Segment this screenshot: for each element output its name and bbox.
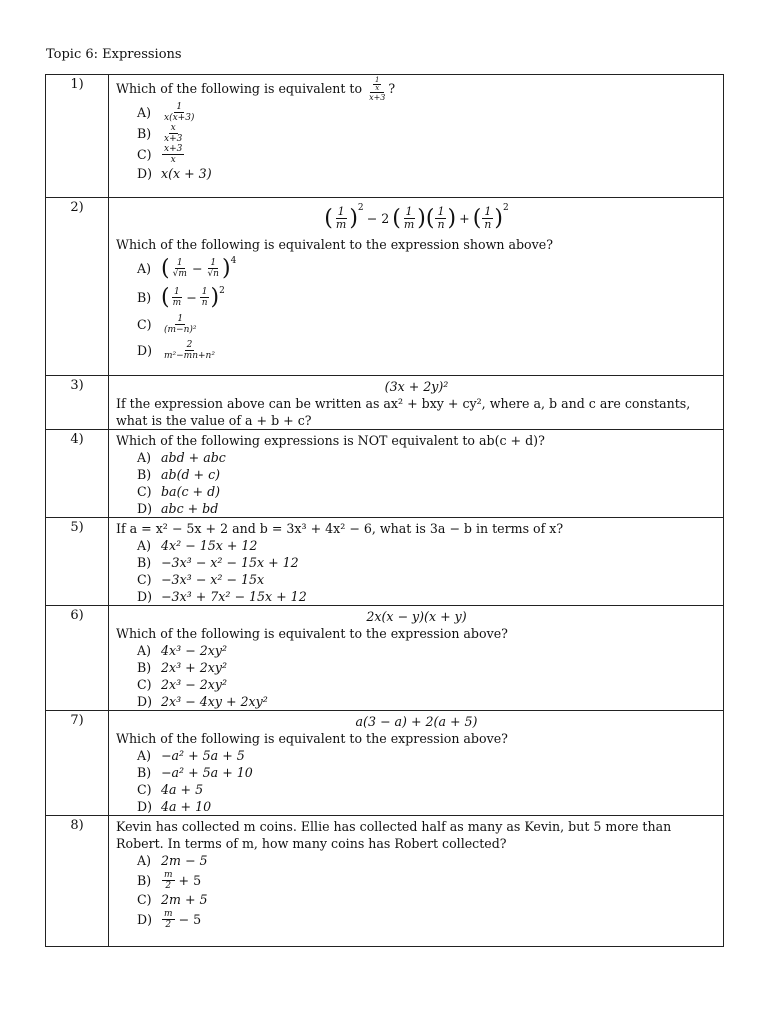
option-text: −3x³ + 7x² − 15x + 12	[161, 589, 307, 604]
answer-options	[137, 102, 717, 182]
question-number: 6)	[46, 606, 109, 711]
option-label: C)	[137, 316, 152, 332]
fraction-numerator: 1	[405, 204, 413, 218]
fraction-numerator: x	[170, 123, 176, 133]
option-c[interactable]	[137, 781, 717, 798]
question-table	[45, 74, 724, 947]
option-b[interactable]	[137, 466, 717, 483]
stem-text-end: ?	[388, 81, 396, 96]
question-body	[109, 606, 724, 711]
inner-denominator: x	[375, 84, 380, 92]
fraction-numerator: x+3	[164, 144, 183, 154]
question-number: 7)	[46, 711, 109, 816]
question-number: 2)	[46, 198, 109, 376]
option-label: C)	[137, 677, 152, 692]
answer-options	[137, 253, 717, 363]
question-stem: Which of the following expressions is NOT equivalent to ab(c + d)?	[116, 433, 545, 448]
question-row-4	[46, 430, 724, 518]
option-text: 2m − 5	[161, 853, 208, 868]
question-body	[109, 376, 724, 430]
option-label: B)	[137, 872, 152, 888]
option-text: ba(c + d)	[161, 484, 221, 499]
option-text: 4a + 5	[161, 782, 204, 797]
fraction-denominator: m²−mn+n²	[164, 350, 215, 361]
option-label: D)	[137, 166, 153, 181]
fraction-denominator: (m−n)²	[164, 324, 197, 335]
option-label: B)	[137, 289, 152, 305]
option-a[interactable]	[137, 537, 717, 554]
question-body	[109, 198, 724, 376]
fraction-denominator: n	[201, 297, 208, 308]
fraction-numerator: 1	[177, 313, 184, 324]
question-number: 8)	[46, 816, 109, 947]
fraction-numerator: 1	[201, 286, 208, 297]
fraction-denominator: n	[484, 217, 492, 231]
fraction-numerator: 1	[484, 204, 492, 218]
option-label: D)	[137, 694, 153, 709]
option-text: 2m + 5	[161, 892, 208, 907]
option-text: − 5	[178, 911, 202, 927]
answer-options	[137, 642, 717, 710]
question-stem: Kevin has collected m coins. Ellie has collected half as many as Kevin, but 5 more than Robert. In terms of m, how many coins has Robert collected?	[116, 819, 672, 851]
option-a[interactable]	[137, 642, 717, 659]
option-a[interactable]	[137, 102, 717, 123]
fraction-numerator: 1	[210, 257, 217, 268]
stem-fraction	[367, 77, 387, 102]
fraction-denominator: x	[170, 155, 176, 165]
fraction-numerator: m	[164, 869, 173, 880]
option-label: A)	[137, 643, 152, 658]
answer-options	[137, 449, 717, 517]
fraction-denominator: √m	[172, 268, 187, 279]
option-label: A)	[137, 450, 152, 465]
option-label: A)	[137, 105, 152, 120]
question-number: 5)	[46, 518, 109, 606]
question-row-1	[46, 75, 724, 198]
fraction-denominator: m	[335, 217, 347, 231]
option-text: ab(d + c)	[161, 467, 221, 482]
answer-options	[137, 537, 717, 605]
option-c[interactable]	[137, 311, 717, 337]
fraction-denominator: √n	[207, 268, 219, 279]
operator: +	[459, 210, 470, 226]
answer-options	[137, 852, 717, 930]
fraction-denominator: x(x+3)	[164, 113, 195, 123]
option-b[interactable]	[137, 123, 717, 144]
question-row-6	[46, 606, 724, 711]
question-body	[109, 75, 724, 198]
option-label: D)	[137, 501, 153, 516]
option-b[interactable]	[137, 869, 717, 891]
option-text: 4a + 10	[161, 799, 212, 814]
exponent: 2	[219, 286, 225, 296]
stem-text: Which of the following is equivalent to	[116, 81, 367, 96]
option-d[interactable]	[137, 588, 717, 605]
fraction-denominator: 2	[165, 880, 172, 891]
exponent: 2	[502, 203, 509, 213]
option-label: D)	[137, 799, 153, 814]
option-fraction	[162, 123, 184, 144]
option-text: + 5	[178, 872, 202, 888]
fraction-numerator: 2	[186, 339, 193, 350]
option-label: C)	[137, 147, 152, 162]
option-label: A)	[137, 853, 152, 868]
question-body	[109, 518, 724, 606]
option-text: abc + bd	[161, 501, 219, 516]
page-title: Topic 6: Expressions	[46, 47, 182, 62]
option-text: x(x + 3)	[161, 166, 212, 181]
fraction-denominator: x+3	[369, 93, 386, 102]
option-b[interactable]	[137, 554, 717, 571]
fraction-numerator: m	[164, 908, 173, 919]
question-body	[109, 711, 724, 816]
option-c[interactable]	[137, 144, 717, 165]
fraction-numerator: 1	[176, 257, 183, 268]
option-b[interactable]: B) ( $\frac{1}{m}$ − $\frac{1}{n}$ ) 2	[137, 284, 225, 310]
fraction-denominator: n	[437, 217, 445, 231]
option-text: −3x³ − x² − 15x	[161, 572, 265, 587]
question-stem: Which of the following is equivalent to the expression shown above?	[116, 237, 553, 252]
question-stem: If a = x² − 5x + 2 and b = 3x³ + 4x² − 6, what is 3a − b in terms of x?	[116, 521, 564, 536]
option-label: C)	[137, 782, 152, 797]
option-a[interactable]: A) ( $\frac{1}{√m}$ − $\frac{1}{√n}$ ) 4	[137, 253, 717, 283]
option-text: abd + abc	[161, 450, 226, 465]
expression-display: a(3 − a) + 2(a + 5)	[355, 714, 478, 729]
fraction-numerator	[370, 77, 384, 93]
question-stem: Which of the following is equivalent to the expression above?	[116, 626, 508, 641]
option-text: 2x³ − 2xy²	[161, 677, 228, 692]
option-text: 4x² − 15x + 12	[161, 538, 258, 553]
option-label: D)	[137, 342, 153, 358]
option-label: C)	[137, 572, 152, 587]
option-text: −a² + 5a + 5	[161, 748, 245, 763]
question-row-2	[46, 198, 724, 376]
fraction-denominator: x+3	[164, 134, 183, 144]
option-c[interactable]	[137, 891, 717, 908]
option-b[interactable]	[137, 659, 717, 676]
question-stem	[116, 77, 717, 102]
option-label: B)	[137, 555, 152, 570]
option-label: D)	[137, 911, 153, 927]
option-c[interactable]	[137, 676, 717, 693]
question-stem: Which of the following is equivalent to the expression above?	[116, 731, 508, 746]
fraction-numerator: 1	[337, 204, 345, 218]
fraction-denominator: m	[172, 297, 182, 308]
exponent: 2	[357, 203, 364, 213]
option-d[interactable]	[137, 337, 717, 363]
expression-display: ( $\frac{1}{m}$ ) 2 − 2 ( $\frac{1}{m}$ ) ( $\frac{1}{n}$ ) + ( $\frac{1}{n}$ ) 2	[116, 200, 717, 236]
option-label: D)	[137, 589, 153, 604]
option-label: C)	[137, 484, 152, 499]
option-label: A)	[137, 538, 152, 553]
expression-display: (3x + 2y)²	[384, 379, 449, 394]
option-text: −a² + 5a + 10	[161, 765, 253, 780]
fraction-denominator: 2	[165, 919, 172, 930]
option-fraction	[162, 102, 196, 123]
inner-numerator: 1	[374, 76, 380, 84]
option-fraction	[162, 144, 184, 165]
question-row-5	[46, 518, 724, 606]
question-body	[109, 430, 724, 518]
option-a[interactable]	[137, 852, 717, 869]
option-text: 2x³ + 2xy²	[161, 660, 228, 675]
expression-display: 2x(x − y)(x + y)	[366, 609, 467, 624]
question-body	[109, 816, 724, 947]
exponent: 4	[230, 256, 237, 266]
fraction-numerator: 1	[176, 102, 183, 112]
answer-options	[137, 747, 717, 815]
option-label: A)	[137, 260, 152, 276]
question-row-3	[46, 376, 724, 430]
option-d[interactable]	[137, 798, 717, 815]
option-c[interactable]	[137, 483, 717, 500]
option-a[interactable]	[137, 747, 717, 764]
option-label: C)	[137, 892, 152, 907]
option-c[interactable]	[137, 571, 717, 588]
option-label: B)	[137, 126, 152, 141]
option-d[interactable]	[137, 500, 717, 517]
question-row-7	[46, 711, 724, 816]
fraction-numerator: 1	[437, 204, 445, 218]
option-a[interactable]	[137, 449, 717, 466]
fraction-denominator: m	[403, 217, 415, 231]
option-label: B)	[137, 765, 152, 780]
operator: − 2	[366, 210, 390, 226]
option-d[interactable]	[137, 908, 717, 930]
question-row-8	[46, 816, 724, 947]
option-b[interactable]	[137, 764, 717, 781]
question-number: 3)	[46, 376, 109, 430]
option-text: −3x³ − x² − 15x + 12	[161, 555, 299, 570]
option-d[interactable]	[137, 693, 717, 710]
option-label: B)	[137, 660, 152, 675]
fraction-numerator: 1	[174, 286, 180, 297]
question-stem: If the expression above can be written as ax² + bxy + cy², where a, b and c are constants, what is the value of a + b + c?	[116, 396, 691, 428]
option-label: B)	[137, 467, 152, 482]
option-text: 4x³ − 2xy²	[161, 643, 228, 658]
question-number: 4)	[46, 430, 109, 518]
option-d[interactable]	[137, 165, 717, 182]
question-number: 1)	[46, 75, 109, 198]
option-label: A)	[137, 748, 152, 763]
option-text: 2x³ − 4xy + 2xy²	[161, 694, 268, 709]
